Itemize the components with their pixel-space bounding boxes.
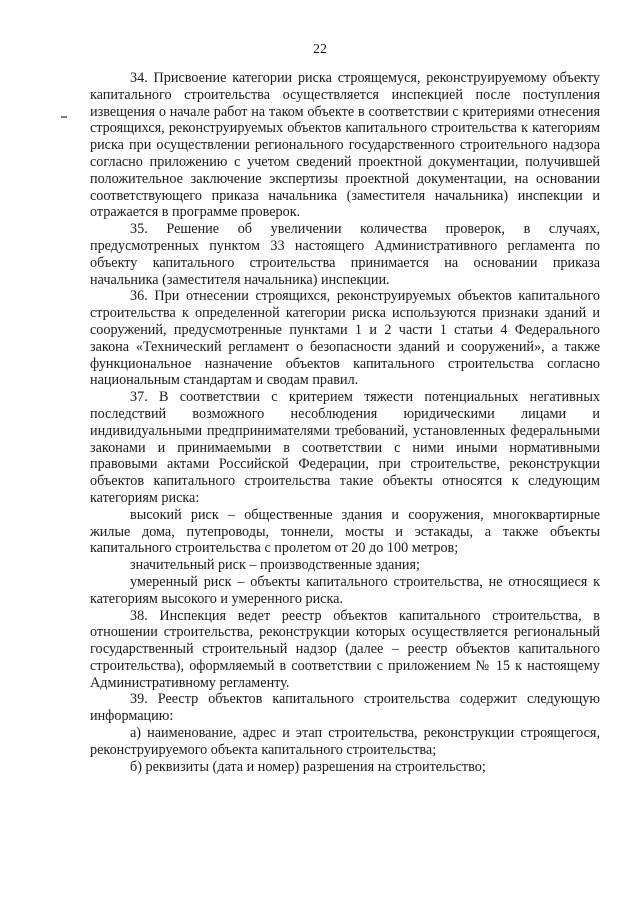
paragraph-36: 36. При отнесении строящихся, реконструируемых объектов капитального строительства к определенной категории риска используются признаки зданий и сооружений, предусмотренные пунктами 1 и 2 части 1 статьи 4 Федерального закона «Технический регламент о безопасности зданий и сооружений», а также функциональное назначение объектов капитального строительства согласно национальным стандартам и сводам правил. [90, 288, 600, 389]
risk-high: высокий риск – общественные здания и сооружения, многоквартирные жилые дома, путепроводы, тоннели, мосты и эстакады, а также объекты капитального строительства с пролетом от 20 до 100 метров; [90, 506, 600, 557]
paragraph-37: 37. В соответствии с критерием тяжести потенциальных негативных последствий возможного несоблюдения юридическими лицами и индивидуальными предпринимателями требований, установленных федеральными законами и принимаемыми в соответствии с ними иными нормативными правовыми актами Российской Федерации, при строительстве, реконструкции объектов капитального строительства такие объекты относятся к следующим категориям риска: [90, 389, 600, 506]
item-a: а) наименование, адрес и этап строительства, реконструкции строящегося, реконструируемого объекта капитального строительства; [90, 725, 600, 758]
document-body [90, 70, 600, 775]
risk-moderate: умеренный риск – объекты капитального строительства, не относящиеся к категориям высокого и умеренного риска. [90, 573, 600, 607]
paragraph-38: 38. Инспекция ведет реестр объектов капитального строительства, в отношении строительства, реконструкции которых осуществляется региональный государственный строительный надзор (далее – реестр объектов капитального строительства), оформляемый в соответствии с приложением № 15 к настоящему Административному регламенту. [90, 607, 600, 691]
margin-mark [61, 116, 67, 118]
paragraph-35: 35. Решение об увеличении количества проверок, в случаях, предусмотренных пунктом 33 настоящего Административного регламента по объекту капитального строительства принимается на основании приказа начальника (заместителя начальника) инспекции. [90, 221, 600, 288]
page-number: 22 [313, 42, 327, 57]
paragraph-39: 39. Реестр объектов капитального строительства содержит следующую информацию: [90, 691, 600, 725]
paragraph-34: 34. Присвоение категории риска строящемуся, реконструируемому объекту капитального строительства осуществляется инспекцией после поступления извещения о начале работ на таком объекте в соответствии с критериями отнесения строящихся, реконструируемых объектов капитального строительства к категориям риска при осуществлении регионального государственного строительного надзора согласно приложению с учетом сведений проектной документации, получившей положительное заключение экспертизы проектной документации, на основании соответствующего приказа начальника (заместителя начальника) инспекции и отражается в программе проверок. [90, 70, 600, 221]
item-b: б) реквизиты (дата и номер) разрешения на строительство; [130, 758, 486, 775]
risk-significant: значительный риск – производственные здания; [130, 557, 420, 574]
